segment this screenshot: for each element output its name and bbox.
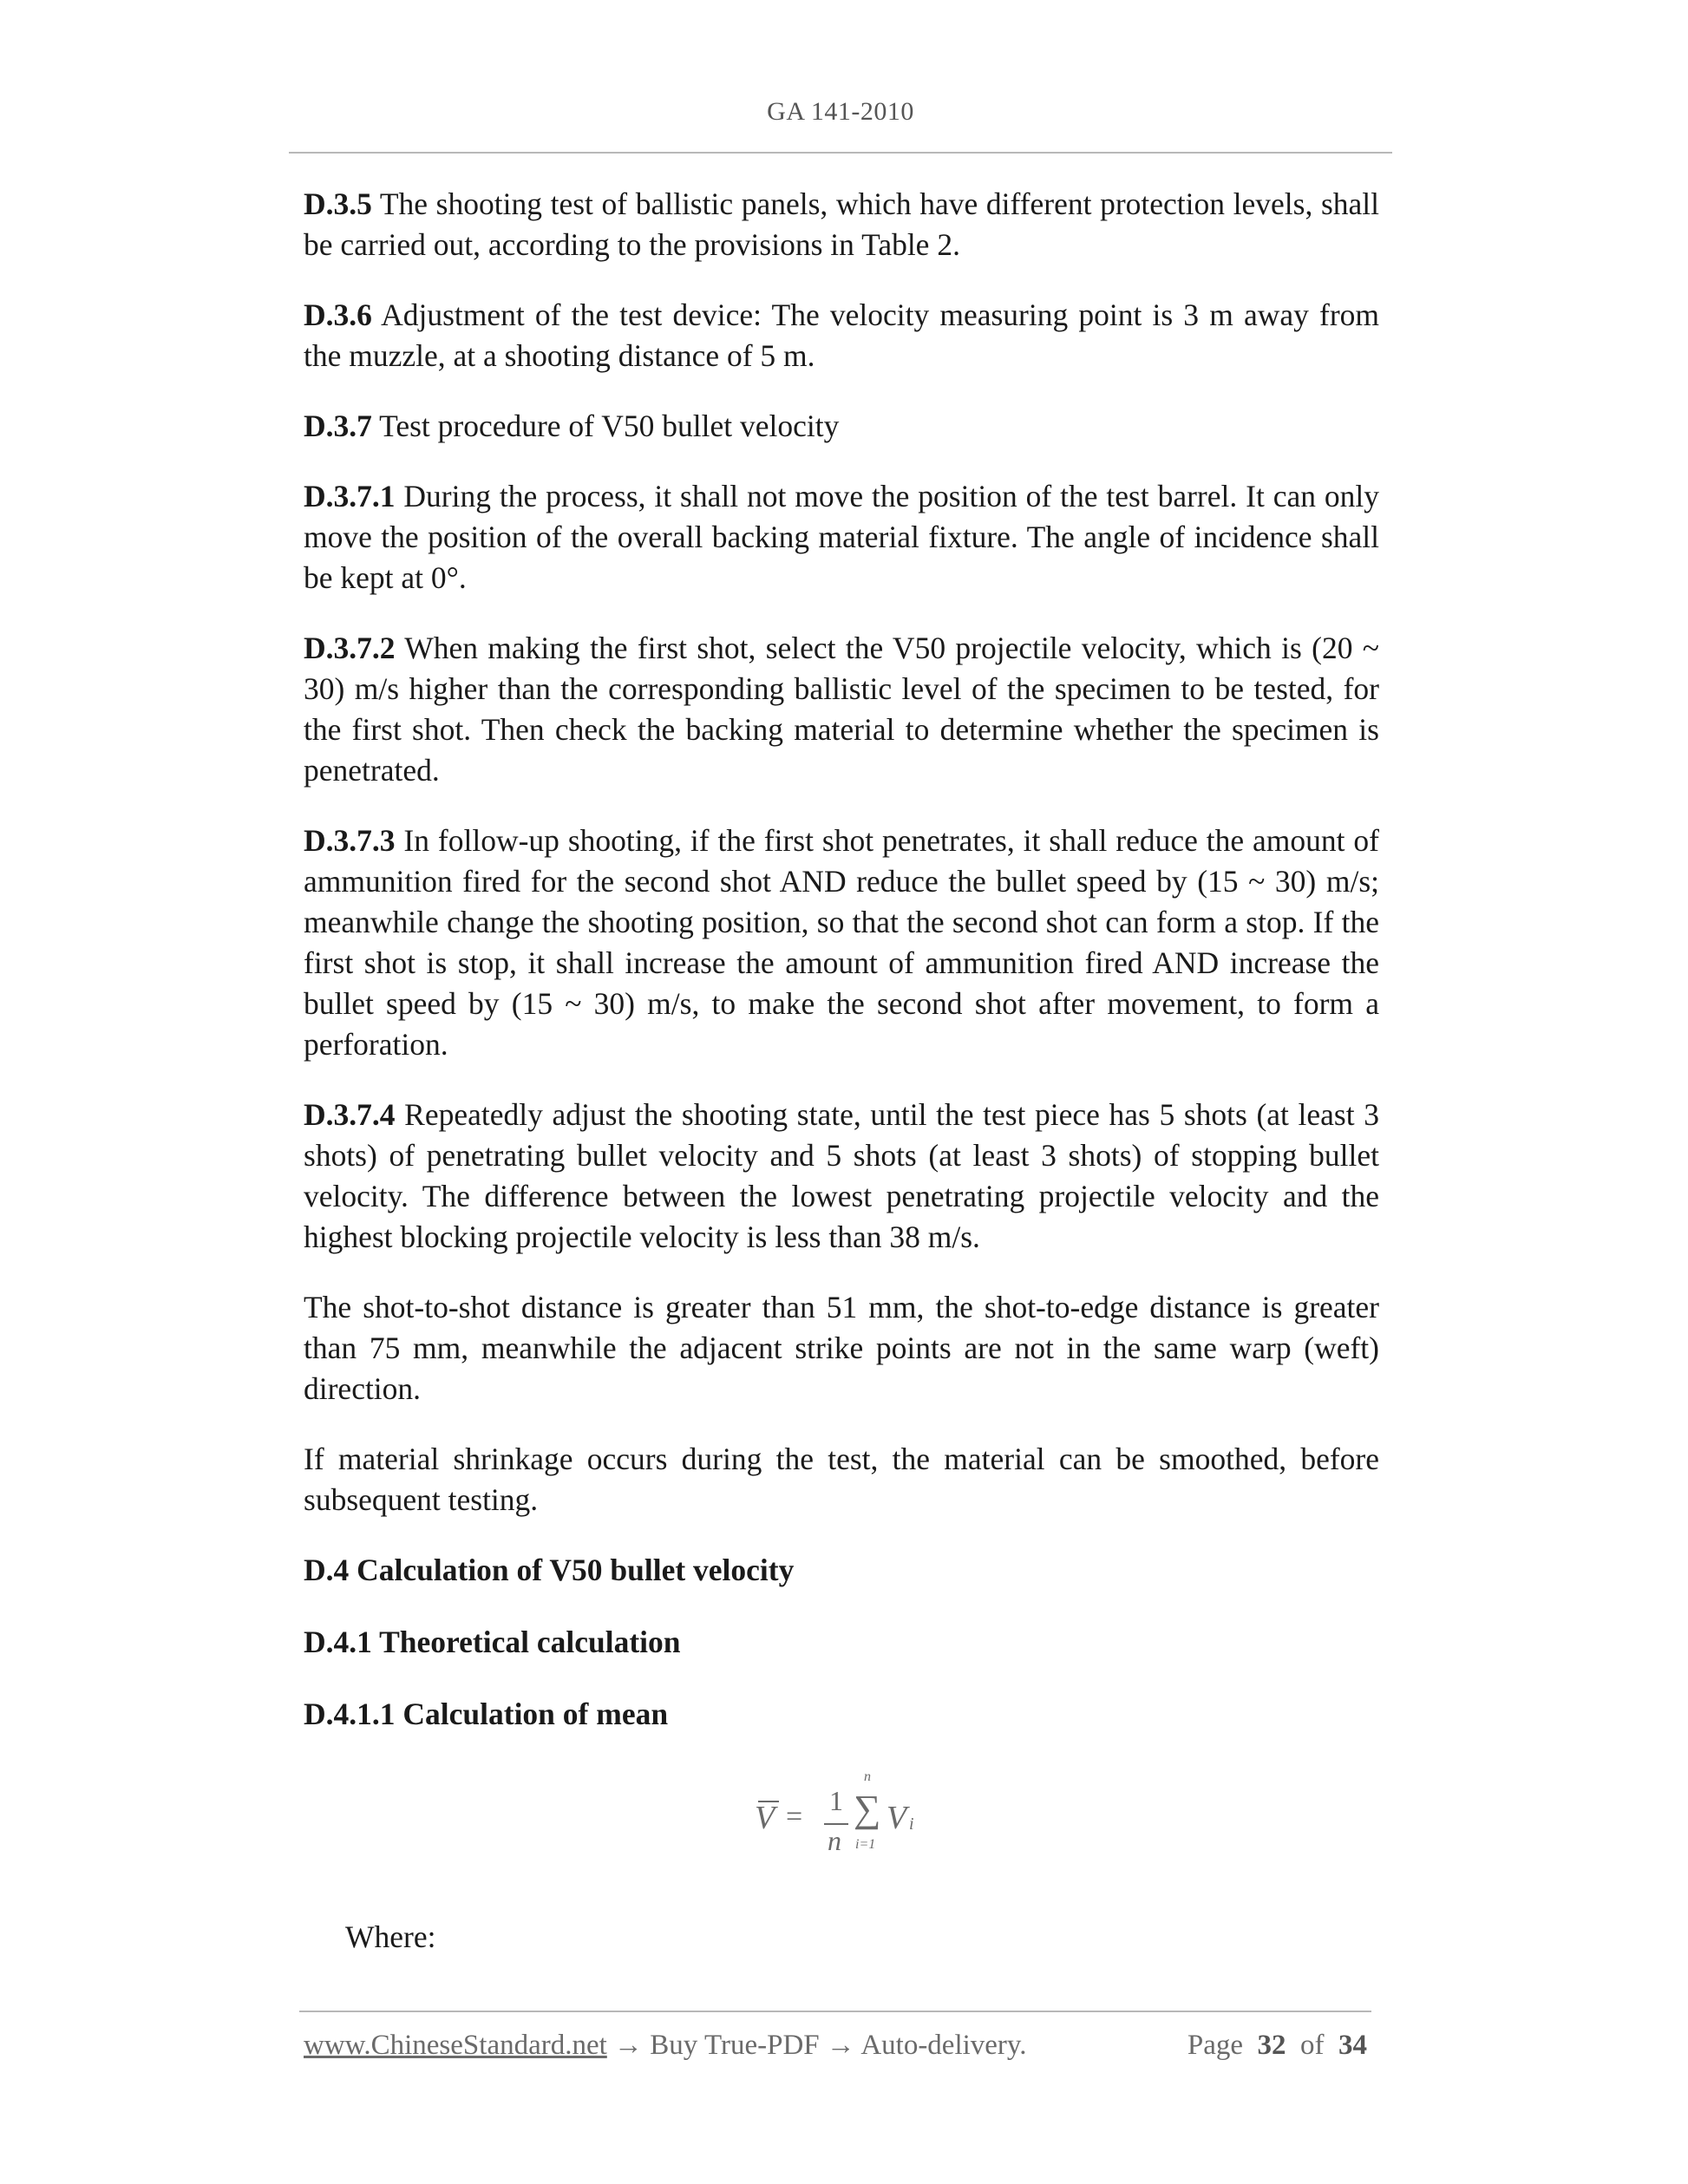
clause-d-3-7: [304, 406, 1379, 447]
paragraph-shot-distance: The shot-to-shot distance is greater than 51 mm, the shot-to-edge distance is greater than 75 mm, meanwhile the adjacent strike points are not in the same warp (weft) direction.: [304, 1290, 1379, 1406]
clause-text: Test procedure of V50 bullet velocity: [371, 409, 840, 443]
clause-number: D.3.7.2: [304, 631, 396, 665]
clause-text: The shooting test of ballistic panels, which have different protection levels, shall be carried out, according to the provisions in Table 2.: [304, 186, 1379, 262]
clause-text: In follow-up shooting, if the first shot penetrates, it shall reduce the amount of ammunition fired for the second shot AND reduce the bullet speed by (15 ~ 30) m/s; meanwhile change the shooting position, so that the second shot can form a stop. If the first shot is stop, it shall increase the amount of ammunition fired AND increase the bullet speed by (15 ~ 30) m/s, to make the second shot after movement, to form a perforation.: [304, 823, 1379, 1062]
clause-number: D.3.7: [304, 409, 372, 443]
heading-d-4: D.4 Calculation of V50 bullet velocity: [304, 1553, 795, 1587]
standard-id: GA 141-2010: [767, 97, 914, 126]
formula-term: V: [887, 1800, 907, 1836]
paragraph-material-shrinkage: If material shrinkage occurs during the test, the material can be smoothed, before subsequent testing.: [304, 1442, 1379, 1517]
formula-denominator: n: [828, 1825, 841, 1856]
mean-velocity-formula: [755, 1769, 954, 1873]
clause-d-3-7-2: [304, 628, 1379, 791]
formula-lhs: V: [755, 1800, 775, 1836]
clause-number: D.3.5: [304, 186, 372, 221]
formula-sum-symbol: ∑: [854, 1788, 881, 1830]
arrow-icon: →: [819, 2030, 861, 2061]
total-page-count: 34: [1338, 2030, 1367, 2061]
formula-sum-upper: n: [864, 1769, 871, 1784]
formula-term-subscript: i: [909, 1815, 914, 1834]
document-header: [289, 97, 1392, 127]
where-label: Where:: [345, 1919, 436, 1954]
formula-equals: =: [786, 1801, 803, 1833]
clause-d-3-7-3: [304, 821, 1379, 1065]
clause-text: Adjustment of the test device: The velocity measuring point is 3 m away from the muzzle, at a shooting distance of 5 m.: [304, 298, 1379, 373]
auto-delivery-text: Auto-delivery.: [860, 2030, 1027, 2061]
current-page-number: 32: [1257, 2030, 1286, 2061]
heading-d-4-1-1: D.4.1.1 Calculation of mean: [304, 1697, 669, 1731]
arrow-icon: →: [606, 2030, 651, 2061]
formula-sum-lower: i=1: [855, 1837, 876, 1852]
clause-number: D.3.7.1: [304, 479, 396, 513]
heading-d-4-1: D.4.1 Theoretical calculation: [304, 1625, 681, 1659]
of-word: of: [1300, 2030, 1325, 2061]
clause-text: When making the first shot, select the V50 projectile velocity, which is (20 ~ 30) m/s higher than the corresponding ballistic level of the specimen to be tested, for the first shot. Then check the backing material to determine whether the specimen is penetrated.: [304, 631, 1379, 788]
clause-number: D.3.7.4: [304, 1097, 396, 1132]
buy-pdf-text: Buy True-PDF: [650, 2030, 820, 2061]
header-divider: [289, 152, 1392, 154]
clause-text: During the process, it shall not move the position of the test barrel. It can only move the position of the overall backing material fixture. The angle of incidence shall be kept at 0°.: [304, 479, 1379, 595]
formula-numerator: 1: [829, 1785, 843, 1816]
page-body: [304, 184, 1379, 1766]
page-word: Page: [1187, 2030, 1243, 2061]
footer-divider: [299, 2011, 1371, 2012]
clause-number: D.3.7.3: [304, 823, 396, 858]
clause-text: Repeatedly adjust the shooting state, until the test piece has 5 shots (at least 3 shots) of penetrating bullet velocity and 5 shots (at least 3 shots) of stopping bullet velocity. The difference between the lowest penetrating projectile velocity and the highest blocking projectile velocity is less than 38 m/s.: [304, 1097, 1379, 1254]
site-link[interactable]: www.ChineseStandard.net: [304, 2030, 607, 2061]
footer-promo: [304, 2030, 1027, 2062]
clause-d-3-6: [304, 295, 1379, 376]
clause-d-3-5: [304, 184, 1379, 265]
clause-d-3-7-1: [304, 476, 1379, 598]
clause-number: D.3.6: [304, 298, 372, 332]
clause-d-3-7-4: [304, 1095, 1379, 1258]
page-indicator: [1187, 2030, 1367, 2062]
